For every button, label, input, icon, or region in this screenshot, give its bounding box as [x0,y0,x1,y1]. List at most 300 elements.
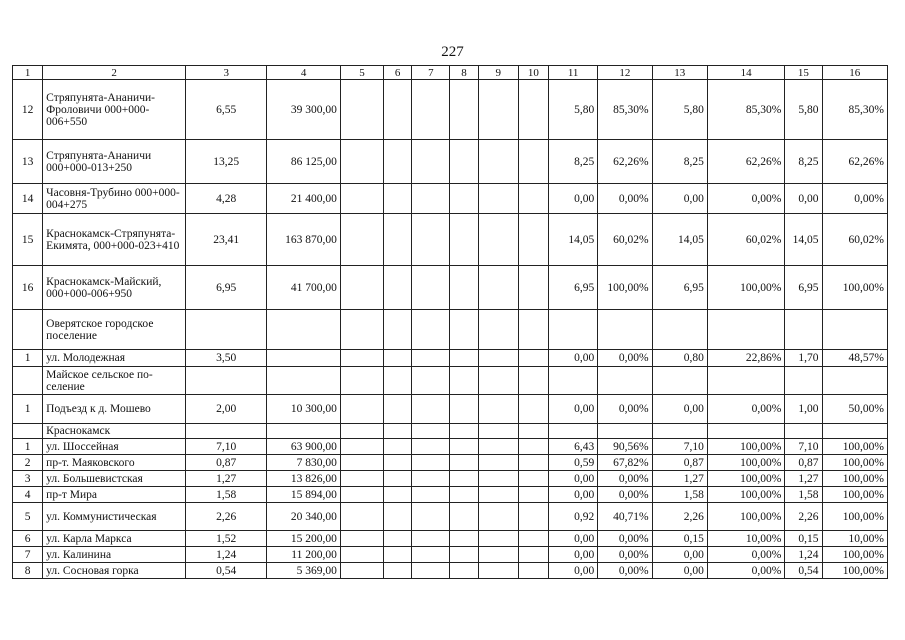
value-cell: 1,58 [652,487,707,503]
row-number-cell: 12 [13,80,43,140]
section-row [13,310,888,350]
column-number-cell: 15 [785,66,822,80]
value-cell [450,547,478,563]
value-cell [340,395,383,424]
value-cell: 22,86% [707,350,784,367]
value-cell [450,439,478,455]
table-row [13,455,888,471]
value-cell: 14,05 [785,214,822,266]
empty-cell [518,310,548,350]
roads-table [12,65,888,579]
value-cell [450,184,478,214]
value-cell: 2,26 [785,503,822,531]
section-label: Оверятское городское поселение [43,310,186,350]
value-cell: 13,25 [185,140,266,184]
value-cell [340,471,383,487]
value-cell [478,266,518,310]
value-cell: 62,26% [822,140,887,184]
value-cell: 6,43 [548,439,597,455]
value-cell: 100,00% [598,266,652,310]
value-cell: 4,28 [185,184,266,214]
empty-cell [450,310,478,350]
empty-cell [822,310,887,350]
row-number-cell: 1 [13,395,43,424]
value-cell [340,547,383,563]
value-cell: 100,00% [822,547,887,563]
empty-cell [707,424,784,439]
table-row [13,439,888,455]
table-row [13,350,888,367]
value-cell: 5,80 [785,80,822,140]
value-cell: 6,95 [548,266,597,310]
value-cell [384,471,412,487]
value-cell: 100,00% [822,471,887,487]
value-cell: 60,02% [598,214,652,266]
row-number-cell: 4 [13,487,43,503]
value-cell [478,395,518,424]
value-cell: 8,25 [652,140,707,184]
value-cell [412,395,450,424]
value-cell [478,531,518,547]
value-cell: 1,24 [185,547,266,563]
value-cell: 3,50 [185,350,266,367]
value-cell [340,184,383,214]
road-name-cell: Стряпунята-Ананичи 000+000-013+250 [43,140,186,184]
column-number-cell: 9 [478,66,518,80]
table-row [13,80,888,140]
value-cell: 86 125,00 [267,140,340,184]
value-cell [518,184,548,214]
value-cell: 11 200,00 [267,547,340,563]
value-cell: 100,00% [822,266,887,310]
value-cell: 0,92 [548,503,597,531]
value-cell: 0,00 [652,184,707,214]
value-cell [412,140,450,184]
column-number-cell: 6 [384,66,412,80]
value-cell: 100,00% [822,487,887,503]
value-cell [450,80,478,140]
value-cell: 0,54 [185,563,266,579]
value-cell: 5 369,00 [267,563,340,579]
value-cell: 0,00 [548,471,597,487]
value-cell [518,455,548,471]
value-cell: 163 870,00 [267,214,340,266]
empty-cell [822,424,887,439]
value-cell: 0,15 [785,531,822,547]
value-cell: 6,95 [785,266,822,310]
road-name-cell: Подъезд к д. Мошево [43,395,186,424]
value-cell: 15 894,00 [267,487,340,503]
column-number-cell: 13 [652,66,707,80]
value-cell [450,350,478,367]
value-cell: 6,55 [185,80,266,140]
row-number-cell: 15 [13,214,43,266]
value-cell [412,471,450,487]
road-name-cell: ул. Сосновая горка [43,563,186,579]
value-cell [384,455,412,471]
value-cell: 0,00% [707,563,784,579]
empty-cell [785,367,822,395]
value-cell: 6,95 [185,266,266,310]
value-cell: 100,00% [707,266,784,310]
table-row [13,563,888,579]
empty-cell [652,424,707,439]
empty-cell [598,424,652,439]
section-label: Майское сельское по-селение [43,367,186,395]
column-number-cell: 4 [267,66,340,80]
value-cell [478,80,518,140]
value-cell [412,563,450,579]
road-name-cell: пр-т Мира [43,487,186,503]
value-cell: 0,87 [652,455,707,471]
value-cell: 1,00 [785,395,822,424]
value-cell [412,184,450,214]
empty-cell [652,367,707,395]
value-cell [478,563,518,579]
empty-cell [518,367,548,395]
value-cell: 85,30% [598,80,652,140]
road-name-cell: Часовня-Трубино 000+000-004+275 [43,184,186,214]
value-cell: 0,00 [652,395,707,424]
empty-cell [785,310,822,350]
empty-cell [822,367,887,395]
value-cell [518,140,548,184]
empty-cell [478,424,518,439]
value-cell: 0,00 [548,487,597,503]
value-cell [384,266,412,310]
row-number-cell: 14 [13,184,43,214]
value-cell: 0,00 [652,547,707,563]
empty-cell [185,367,266,395]
value-cell: 100,00% [822,455,887,471]
value-cell: 0,80 [652,350,707,367]
value-cell [518,563,548,579]
value-cell: 1,58 [185,487,266,503]
value-cell: 10,00% [707,531,784,547]
value-cell [450,455,478,471]
value-cell: 60,02% [822,214,887,266]
value-cell: 7,10 [785,439,822,455]
section-label: Краснокамск [43,424,186,439]
value-cell: 0,15 [652,531,707,547]
page-number: 227 [441,44,464,60]
row-number-cell: 5 [13,503,43,531]
table-row [13,184,888,214]
value-cell: 100,00% [707,503,784,531]
column-number-cell: 16 [822,66,887,80]
value-cell: 0,00 [548,563,597,579]
value-cell: 23,41 [185,214,266,266]
value-cell: 0,00% [598,350,652,367]
value-cell: 2,26 [652,503,707,531]
value-cell [478,503,518,531]
value-cell: 50,00% [822,395,887,424]
value-cell [340,266,383,310]
table-row [13,214,888,266]
value-cell: 62,26% [707,140,784,184]
row-number-cell: 16 [13,266,43,310]
value-cell: 100,00% [822,503,887,531]
value-cell [384,531,412,547]
road-name-cell: Краснокамск-Стряпунята-Екимята, 000+000-023+410 [43,214,186,266]
row-number-cell: 13 [13,140,43,184]
value-cell [518,266,548,310]
row-number-cell: 1 [13,439,43,455]
value-cell: 0,00 [548,395,597,424]
empty-cell [518,424,548,439]
value-cell [384,487,412,503]
value-cell [412,214,450,266]
road-name-cell: пр-т. Маяковского [43,455,186,471]
value-cell [450,563,478,579]
value-cell [340,455,383,471]
value-cell [384,439,412,455]
table-row [13,266,888,310]
empty-cell [267,367,340,395]
value-cell: 0,00% [598,184,652,214]
column-numbers-row [13,66,888,80]
value-cell [518,487,548,503]
value-cell: 39 300,00 [267,80,340,140]
road-name-cell: Стряпунята-Ананичи-Фроловичи 000+000-006+550 [43,80,186,140]
value-cell: 14,05 [548,214,597,266]
value-cell: 63 900,00 [267,439,340,455]
value-cell: 0,00% [707,395,784,424]
value-cell [450,214,478,266]
value-cell: 8,25 [548,140,597,184]
value-cell: 1,52 [185,531,266,547]
value-cell: 0,00% [598,395,652,424]
value-cell: 0,87 [785,455,822,471]
row-number-cell: 3 [13,471,43,487]
value-cell: 1,27 [785,471,822,487]
value-cell: 0,00 [548,547,597,563]
value-cell: 2,26 [185,503,266,531]
value-cell [384,140,412,184]
value-cell: 0,00% [598,563,652,579]
value-cell [518,80,548,140]
value-cell [450,487,478,503]
column-number-cell: 11 [548,66,597,80]
road-name-cell: ул. Молодежная [43,350,186,367]
value-cell: 10,00% [822,531,887,547]
value-cell: 0,00% [598,531,652,547]
table-row [13,531,888,547]
value-cell: 7 830,00 [267,455,340,471]
value-cell: 100,00% [707,487,784,503]
value-cell [340,140,383,184]
value-cell [518,531,548,547]
column-number-cell: 7 [412,66,450,80]
empty-cell [384,424,412,439]
empty-cell [450,367,478,395]
table-row [13,395,888,424]
empty-cell [548,310,597,350]
value-cell [340,214,383,266]
empty-cell [384,367,412,395]
value-cell [518,350,548,367]
value-cell [412,266,450,310]
empty-cell [548,367,597,395]
value-cell [267,350,340,367]
row-number-cell: 8 [13,563,43,579]
empty-cell [478,367,518,395]
column-number-cell: 1 [13,66,43,80]
value-cell [412,350,450,367]
table-row [13,487,888,503]
value-cell [450,140,478,184]
value-cell: 15 200,00 [267,531,340,547]
column-number-cell: 3 [185,66,266,80]
value-cell [384,503,412,531]
value-cell: 0,00% [598,547,652,563]
value-cell: 100,00% [707,455,784,471]
section-row [13,424,888,439]
value-cell [384,80,412,140]
value-cell: 20 340,00 [267,503,340,531]
empty-cell [340,310,383,350]
empty-cell [412,310,450,350]
value-cell: 100,00% [707,439,784,455]
column-number-cell: 12 [598,66,652,80]
section-row [13,367,888,395]
value-cell [478,487,518,503]
value-cell: 0,00 [548,531,597,547]
value-cell [478,547,518,563]
value-cell [412,503,450,531]
value-cell [518,214,548,266]
value-cell: 0,00% [707,184,784,214]
value-cell: 90,56% [598,439,652,455]
value-cell: 7,10 [652,439,707,455]
empty-cell [13,310,43,350]
value-cell: 0,54 [785,563,822,579]
value-cell: 100,00% [822,563,887,579]
empty-cell [548,424,597,439]
road-name-cell: ул. Шоссейная [43,439,186,455]
value-cell [518,471,548,487]
empty-cell [267,424,340,439]
value-cell [450,531,478,547]
column-number-cell: 14 [707,66,784,80]
value-cell [450,266,478,310]
value-cell: 0,00 [652,563,707,579]
value-cell [478,455,518,471]
column-number-cell: 8 [450,66,478,80]
value-cell [478,350,518,367]
value-cell: 0,00% [822,184,887,214]
value-cell [412,455,450,471]
value-cell [340,487,383,503]
value-cell: 14,05 [652,214,707,266]
value-cell [384,214,412,266]
road-name-cell: ул. Большевистская [43,471,186,487]
empty-cell [598,367,652,395]
value-cell [340,350,383,367]
value-cell: 1,27 [185,471,266,487]
value-cell: 0,87 [185,455,266,471]
value-cell: 21 400,00 [267,184,340,214]
value-cell: 5,80 [652,80,707,140]
empty-cell [707,367,784,395]
value-cell: 85,30% [822,80,887,140]
row-number-cell: 1 [13,350,43,367]
value-cell [412,487,450,503]
value-cell: 7,10 [185,439,266,455]
empty-cell [652,310,707,350]
value-cell [478,214,518,266]
value-cell: 0,00 [548,184,597,214]
value-cell: 85,30% [707,80,784,140]
value-cell [412,547,450,563]
value-cell [518,547,548,563]
column-number-cell: 2 [43,66,186,80]
value-cell [478,140,518,184]
value-cell [384,184,412,214]
value-cell: 0,00% [598,471,652,487]
road-name-cell: ул. Калинина [43,547,186,563]
value-cell: 67,82% [598,455,652,471]
value-cell [518,439,548,455]
column-number-cell: 5 [340,66,383,80]
value-cell: 41 700,00 [267,266,340,310]
value-cell [450,503,478,531]
value-cell [340,563,383,579]
empty-cell [707,310,784,350]
value-cell: 0,00% [707,547,784,563]
value-cell: 1,58 [785,487,822,503]
value-cell [384,350,412,367]
value-cell [450,471,478,487]
table-row [13,471,888,487]
road-name-cell: ул. Карла Маркса [43,531,186,547]
value-cell [340,439,383,455]
value-cell [478,184,518,214]
value-cell: 0,00 [548,350,597,367]
value-cell [340,503,383,531]
value-cell: 48,57% [822,350,887,367]
value-cell [450,395,478,424]
row-number-cell: 7 [13,547,43,563]
empty-cell [13,367,43,395]
empty-cell [384,310,412,350]
value-cell: 5,80 [548,80,597,140]
value-cell: 8,25 [785,140,822,184]
empty-cell [785,424,822,439]
value-cell [340,80,383,140]
road-name-cell: Краснокамск-Майский, 000+000-006+950 [43,266,186,310]
value-cell [412,531,450,547]
empty-cell [185,424,266,439]
value-cell: 10 300,00 [267,395,340,424]
road-name-cell: ул. Коммунистическая [43,503,186,531]
value-cell [384,395,412,424]
empty-cell [340,424,383,439]
value-cell [412,439,450,455]
empty-cell [412,367,450,395]
table-row [13,140,888,184]
value-cell [518,503,548,531]
value-cell: 100,00% [707,471,784,487]
value-cell: 100,00% [822,439,887,455]
value-cell: 2,00 [185,395,266,424]
value-cell: 60,02% [707,214,784,266]
value-cell: 62,26% [598,140,652,184]
value-cell [412,80,450,140]
row-number-cell: 6 [13,531,43,547]
empty-cell [185,310,266,350]
value-cell [518,395,548,424]
